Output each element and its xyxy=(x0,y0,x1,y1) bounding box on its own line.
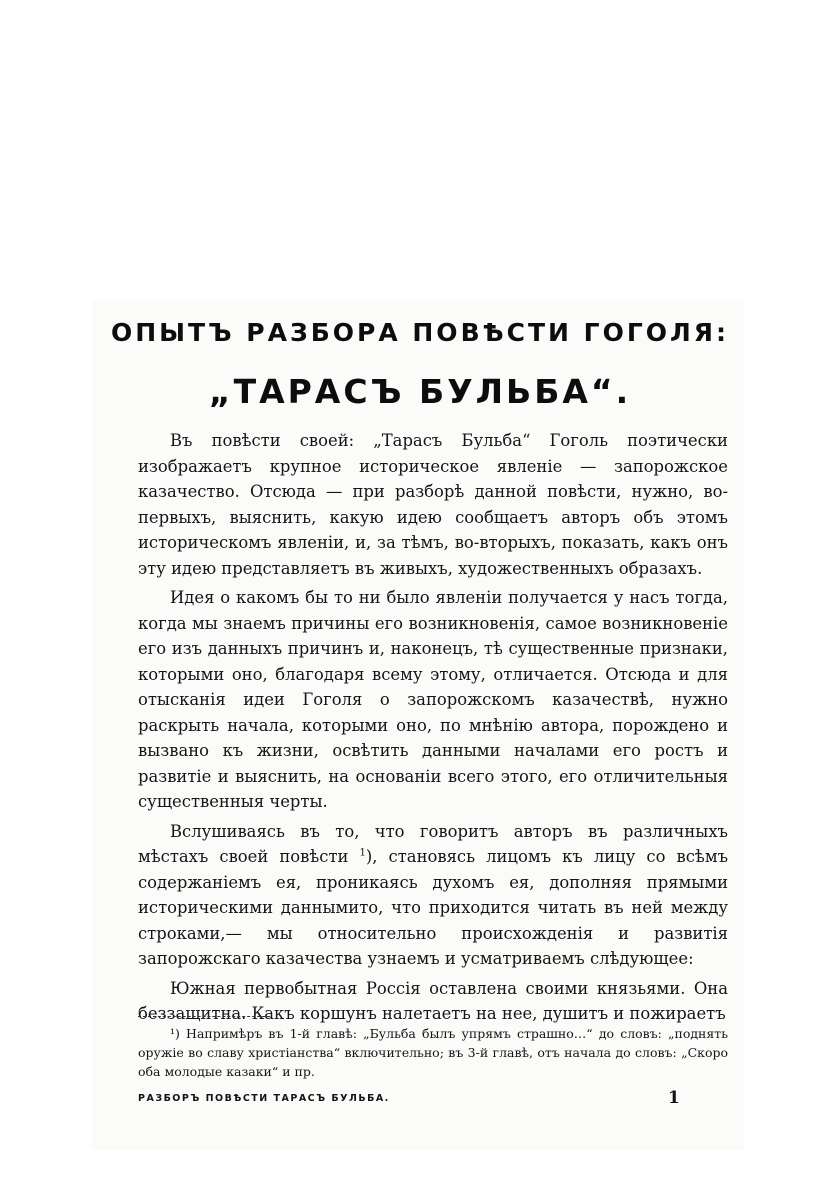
page-number: 1 xyxy=(668,1088,680,1108)
footnote xyxy=(138,1024,728,1081)
page-title: ОПЫТЪ РАЗБОРА ПОВѢСТИ ГОГОЛЯ: xyxy=(110,318,730,347)
running-footer: РАЗБОРЪ ПОВѢСТИ ТАРАСЪ БУЛЬБА. xyxy=(138,1093,390,1104)
footnote-text: Напримѣръ въ 1-й главѣ: „Бульба былъ упрямъ страшно…“ до словъ: „поднять оружіе во славу христіанства“ включительно; въ 3-й главѣ, отъ начала до словъ: „Скоро оба молодые казаки“ и пр. xyxy=(138,1026,728,1079)
paragraph-1: Въ повѣсти своей: „Тарасъ Бульба“ Гоголь поэтически изображаетъ крупное историческое явленіе — запорожское казачество. Отсюда — при разборѣ данной повѣсти, нужно, во-первыхъ, выяснить, какую идею сообщаетъ авторъ объ этомъ историческомъ явленіи, и, за тѣмъ, во-вторыхъ, показать, какъ онъ эту идею представляетъ въ живыхъ, художественныхъ образахъ. xyxy=(138,431,728,578)
paragraph-3-end: ), становясь лицомъ къ лицу со всѣмъ содержаніемъ ея, проникаясь духомъ ея, дополняя прямыми историческими даннымито, что приходится читать въ ней между строками,— мы относительно происхожденія и развитія запорожскаго казачества узнаемъ и усматриваемъ слѣдующее: xyxy=(138,847,728,968)
footnote-divider xyxy=(138,1016,270,1017)
paragraph-3-start: Вслушиваясь въ то, что говоритъ авторъ въ различныхъ мѣстахъ своей повѣсти xyxy=(138,821,728,866)
footnote-marker: ¹) xyxy=(170,1026,180,1041)
footnote-reference[interactable]: 1 xyxy=(359,847,366,859)
paragraph-2: Идея о какомъ бы то ни было явленіи получается у насъ тогда, когда мы знаемъ причины его возникновенія, самое возникновеніе его изъ данныхъ причинъ и, наконецъ, тѣ существенные признаки, которыми оно, благодаря всему этому, отличается. Отсюда и для отысканія идеи Гоголя о запорожскомъ казачествѣ, нужно раскрыть начала, которыми оно, по мнѣнію автора, порождено и вызвано къ жизни, освѣтить данными началами его ростъ и развитіе и выяснить, на основаніи всего этого, его отличительныя существенныя черты. xyxy=(138,588,728,811)
page-subtitle: „ТАРАСЪ БУЛЬБА“. xyxy=(208,372,632,411)
paragraph-4: Южная первобытная Россія оставлена своими князьями. Она беззащитна. Какъ коршунъ налетаетъ на нее, душитъ и пожираетъ xyxy=(138,978,728,1023)
main-text xyxy=(138,428,728,1031)
paragraph-3 xyxy=(138,819,728,972)
